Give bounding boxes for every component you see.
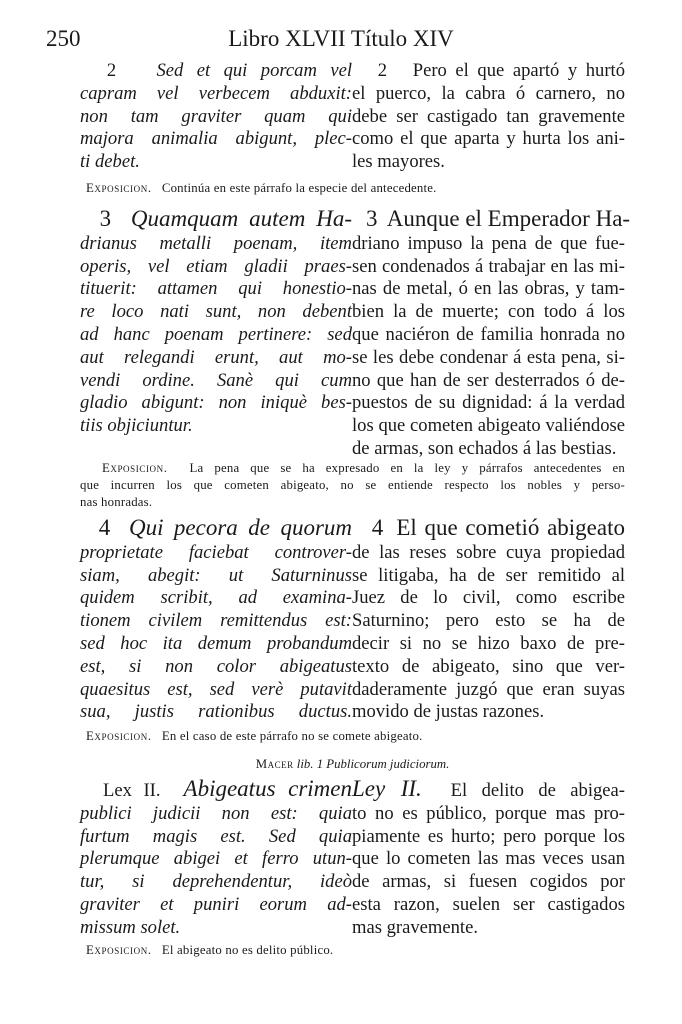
latin-line: non tam graviter quam qui xyxy=(80,105,352,127)
spanish-line: to no es público, porque mas pro- xyxy=(352,802,625,824)
exposicion-4 xyxy=(86,728,631,745)
section-2 xyxy=(80,60,625,176)
law-section xyxy=(80,778,625,940)
spanish-column xyxy=(352,517,625,724)
exposicion-text: La pena que se ha expresado en la ley y párrafos antecedentes en xyxy=(189,461,625,475)
latin-line: tiis objiciuntur. xyxy=(80,415,193,437)
spanish-line: puestos de su dignidad: á la verdad xyxy=(352,392,625,414)
spanish-line: sen condenados á trabajar en las mi- xyxy=(352,255,625,277)
latin-line: tionem civilem remittendus est: xyxy=(80,610,352,632)
spanish-line: 2 Pero el que apartó y hurtó xyxy=(377,60,625,81)
latin-line: ad hanc poenam pertinere: sed xyxy=(80,323,352,345)
latin-line: drianus metalli poenam, item xyxy=(80,232,352,254)
latin-column xyxy=(80,60,352,174)
latin-line: operis, vel etiam gladii praes- xyxy=(80,255,352,277)
page-number: 250 xyxy=(46,26,81,51)
spanish-line: el puerco, la cabra ó carnero, no xyxy=(352,82,625,104)
spanish-line: se les debe condenar á esta pena, si- xyxy=(352,346,625,368)
latin-line: 3 Quamquam autem Ha- xyxy=(99,206,353,231)
latin-line: aut relegandi erunt, aut mo- xyxy=(80,346,352,368)
spanish-line: Juez de lo civil, como escribe xyxy=(352,587,625,609)
latin-line: Lex II. Abigeatus crimen xyxy=(103,776,353,801)
latin-line: ti debet. xyxy=(80,151,140,173)
latin-line: sua, justis rationibus ductus. xyxy=(80,701,352,723)
spanish-line: bien la de muerte; con todo á los xyxy=(352,301,625,323)
latin-line: missum solet. xyxy=(80,916,181,938)
exposicion-text: El abigeato no es delito público. xyxy=(161,943,334,957)
spanish-line: 3 Aunque el Emperador Ha- xyxy=(365,206,631,231)
exposicion-law xyxy=(86,942,631,959)
latin-line: 2 Sed et qui porcam vel xyxy=(106,60,352,81)
exposicion-2 xyxy=(86,180,631,197)
latin-line: capram vel verbecem abduxit: xyxy=(80,82,352,104)
page-title: Libro XLVII Título XIV xyxy=(228,26,454,51)
spanish-line: texto de abigeato, sino que ver- xyxy=(352,655,625,677)
spanish-line: debe ser castigado tan gravemente xyxy=(352,105,625,127)
spanish-line: se litigaba, ha de ser remitido al xyxy=(352,564,625,586)
exposicion-label: Exposicion. xyxy=(101,461,168,475)
spanish-line: movido de justas razones. xyxy=(352,701,545,723)
latin-line: graviter et puniri eorum ad- xyxy=(80,893,352,915)
latin-column xyxy=(80,517,352,724)
latin-column xyxy=(80,208,352,438)
latin-column xyxy=(80,778,352,940)
spanish-line: los que cometen abigeato valiéndose xyxy=(352,415,625,437)
spanish-line: que naciéron de familia honrada no xyxy=(352,323,625,345)
spanish-line: de las reses sobre cuya propiedad xyxy=(352,541,625,563)
spanish-line: decir si no se hizo baxo de pre- xyxy=(352,632,625,654)
spanish-line: nas de metal, ó en las obras, y tam- xyxy=(352,278,625,300)
latin-line: majora animalia abigunt, plec- xyxy=(80,128,352,150)
latin-line: quidem scribit, ad examina- xyxy=(80,587,352,609)
latin-line: quaesitus est, sed verè putavit xyxy=(80,678,352,700)
section-3 xyxy=(80,206,631,459)
spanish-column xyxy=(352,60,625,174)
exposicion-text: nas honradas. xyxy=(80,495,153,509)
spanish-column xyxy=(352,206,631,461)
exposicion-label: Exposicion. xyxy=(86,181,152,195)
latin-line: plerumque abigei et ferro utun- xyxy=(80,848,352,870)
spanish-line: de armas, son echados á las bestias. xyxy=(352,437,617,459)
spanish-line: mas gravemente. xyxy=(352,916,478,938)
exposicion-text: En el caso de este párrafo no se comete abigeato. xyxy=(161,729,423,743)
spanish-line: de armas, si fuesen cogidos por xyxy=(352,871,625,893)
exposicion-label: Exposicion. xyxy=(86,943,152,957)
latin-line: re loco nati sunt, non debent xyxy=(80,301,352,323)
spanish-line: que lo cometen las mas veces usan xyxy=(352,848,625,870)
page-header xyxy=(46,22,636,56)
latin-line: vendi ordine. Sanè qui cum xyxy=(80,369,352,391)
spanish-line: driano impuso la pena de que fue- xyxy=(352,232,625,254)
spanish-line: piamente es hurto; pero porque los xyxy=(352,825,625,847)
exposicion-3 xyxy=(80,460,625,511)
latin-line: sed hoc ita demum probandum xyxy=(80,632,352,654)
spanish-line: no que han de ser desterrados ó de- xyxy=(352,369,625,391)
exposicion-text: que incurren los que cometen abigeato, no se entiende respecto los nobles y perso- xyxy=(80,478,625,492)
latin-line: furtum magis est. Sed quia xyxy=(80,825,352,847)
spanish-line: daderamente juzgó que eran suyas xyxy=(352,678,625,700)
latin-line: siam, abegit: ut Saturninus xyxy=(80,564,352,586)
latin-line: gladio abigunt: non iniquè bes- xyxy=(80,392,352,414)
source-citation xyxy=(80,755,625,773)
spanish-line: Ley II. El delito de abigea- xyxy=(352,776,625,801)
spanish-column xyxy=(352,778,625,940)
latin-line: proprietate faciebat controver- xyxy=(80,541,352,563)
spanish-line: como el que aparta y hurta los ani- xyxy=(352,128,625,150)
spanish-line: 4 El que cometió abigeato xyxy=(371,515,625,540)
source-author: Macer xyxy=(255,757,294,771)
latin-line: est, si non color abigeatus xyxy=(80,655,352,677)
section-4 xyxy=(80,517,625,727)
latin-line: tur, si deprehendentur, ideò xyxy=(80,871,352,893)
latin-line: 4 Qui pecora de quorum xyxy=(98,515,353,540)
spanish-line: les mayores. xyxy=(352,151,445,173)
latin-line: publici judicii non est: quia xyxy=(80,802,352,824)
exposicion-label: Exposicion. xyxy=(86,729,152,743)
spanish-line: Saturnino; pero esto se ha de xyxy=(352,610,625,632)
exposicion-text: Continúa en este párrafo la especie del antecedente. xyxy=(161,181,437,195)
spanish-line: esta razon, suelen ser castigados xyxy=(352,893,625,915)
latin-line: tituerit: attamen qui honestio- xyxy=(80,278,352,300)
source-reference: lib. 1 Publicorum judiciorum. xyxy=(296,757,450,771)
